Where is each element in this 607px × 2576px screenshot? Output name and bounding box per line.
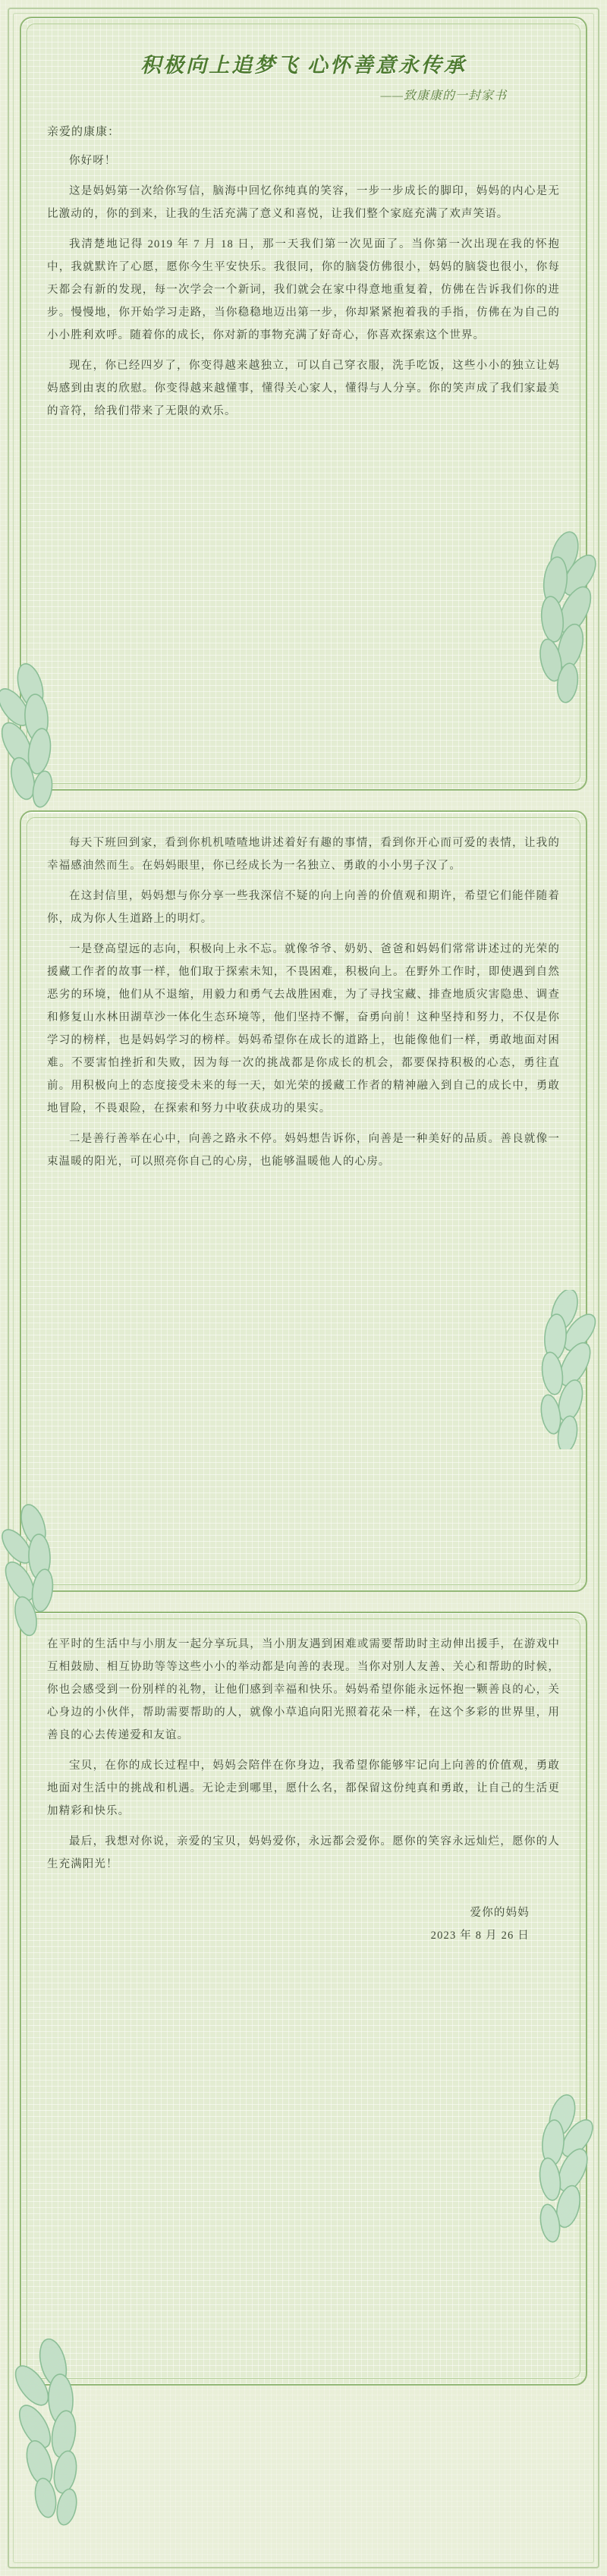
paragraph: 在这封信里，妈妈想与你分享一些我深信不疑的向上向善的价值观和期许，希望它们能伴随着你，成为你人生道路上的明灯。: [47, 890, 560, 925]
paragraph: 每天下班回到家，看到你机机喳喳地讲述着好有趣的事情，看到你开心而可爱的表情，让我的幸福感油然而生。在妈妈眼里，你已经成长为一名独立、勇敢的小小男子汉了。: [47, 837, 560, 872]
page-title: 积极向上追梦飞 心怀善意永传承: [140, 54, 467, 77]
paragraph: 现在，你已经四岁了，你变得越来越独立，可以自己穿衣服，洗手吃饭，这些小小的独立让妈妈感到由衷的欣慰。你变得越来越懂事，懂得关心家人，懂得与人分享。你的笑声成了我们家最美的音符，给我们带来了无限的欢乐。: [47, 360, 560, 417]
letter-card-2: [20, 810, 587, 1592]
paragraph: 二是善行善举在心中，向善之路永不停。妈妈想告诉你，向善是一种美好的品质。善良就像一束温暖的阳光，可以照亮你自己的心房，也能够温暖他人的心房。: [47, 1133, 560, 1168]
paragraph: 在平时的生活中与小朋友一起分享玩具，当小朋友遇到困难或需要帮助时主动伸出援手，在游戏中互相鼓励、相互协助等等这些小小的举动都是向善的表现。当你对别人友善、关心和帮助的时候，你也会感受到一份别样的礼物，让他们感到幸福和快乐。妈妈希望你能永远怀抱一颗善良的心，关心身边的小伙伴，帮助需要帮助的人，就像小草追向阳光照着花朵一样，在这个多彩的世界里，用善良的心去传递爱和友谊。: [47, 1638, 560, 1741]
paragraph: 我清楚地记得 2019 年 7 月 18 日，那一天我们第一次见面了。当你第一次出现在我的怀抱中，我就默许了心愿，愿你今生平安快乐。我很同，你的脑袋仿佛很小，妈妈的脑袋也很小，你每天都会有新的发现，每一次学会一个新词，我们就会在家中得意地重复着，仿佛在告诉我们你的进步。慢慢地，你开始学习走路，当你稳稳地迈出第一步，你却紧紧抱着我的手指，仿佛在为自己的小小胜利欢呼。随着你的成长，你对新的事物充满了好奇心，你喜欢探索这个世界。: [47, 238, 560, 341]
greeting-paragraph: 你好呀！: [69, 155, 117, 167]
paragraph: 一是登高望远的志向，积极向上永不忘。就像爷爷、奶奶、爸爸和妈妈们常常讲述过的光荣的援藏工作者的故事一样，他们取于探索未知，不畏困难，积极向上。在野外工作时，即使遇到自然恶劣的环境，他们从不退缩，用毅力和勇气去战胜困难，为了寻找宝藏、排查地质灾害隐患、调查和修复山水林田湖草沙一体化生态环境等，他们坚持不懈，奋勇向前！这种坚持和努力，不仅是你学习的榜样，也是妈妈学习的榜样。妈妈希望你在成长的道路上，也能像他们一样，勇敢地面对困难。不要害怕挫折和失败，因为每一次的挑战都是你成长的机会，都要保持积极的心态，勇往直前。用积极向上的态度接受未来的每一天，如光荣的援藏工作者的精神融入到自己的成长中，勇敢地冒险，不畏艰险，在探索和努力中收获成功的果实。: [47, 943, 560, 1115]
paragraph: 最后，我想对你说，亲爱的宝贝，妈妈爱你，永远都会爱你。愿你的笑容永远灿烂，愿你的人生充满阳光！: [47, 1835, 560, 1870]
signature-date: 2023 年 8 月 26 日: [430, 1930, 530, 1942]
page-subtitle: ——致康康的一封家书: [380, 90, 507, 102]
signature-name: 爱你的妈妈: [470, 1907, 530, 1919]
letter-card-3: [20, 1612, 587, 2386]
salutation: 亲爱的康康：: [47, 126, 121, 138]
signature-block: [47, 1901, 560, 1947]
paragraph: 宝贝，在你的成长过程中，妈妈会陪伴在你身边，我希望你能够牢记向上向善的价值观，勇敢地面对生活中的挑战和机遇。无论走到哪里，愿什么名，都保留这份纯真和勇敢，让自己的生活更加精彩和快乐。: [47, 1760, 560, 1817]
letter-card-1: [20, 17, 587, 791]
paragraph: 这是妈妈第一次给你写信，脑海中回忆你纯真的笑容，一步一步成长的脚印，妈妈的内心是无比激动的，你的到来，让我的生活充满了意义和喜悦，让我们整个家庭充满了欢声笑语。: [47, 185, 560, 220]
